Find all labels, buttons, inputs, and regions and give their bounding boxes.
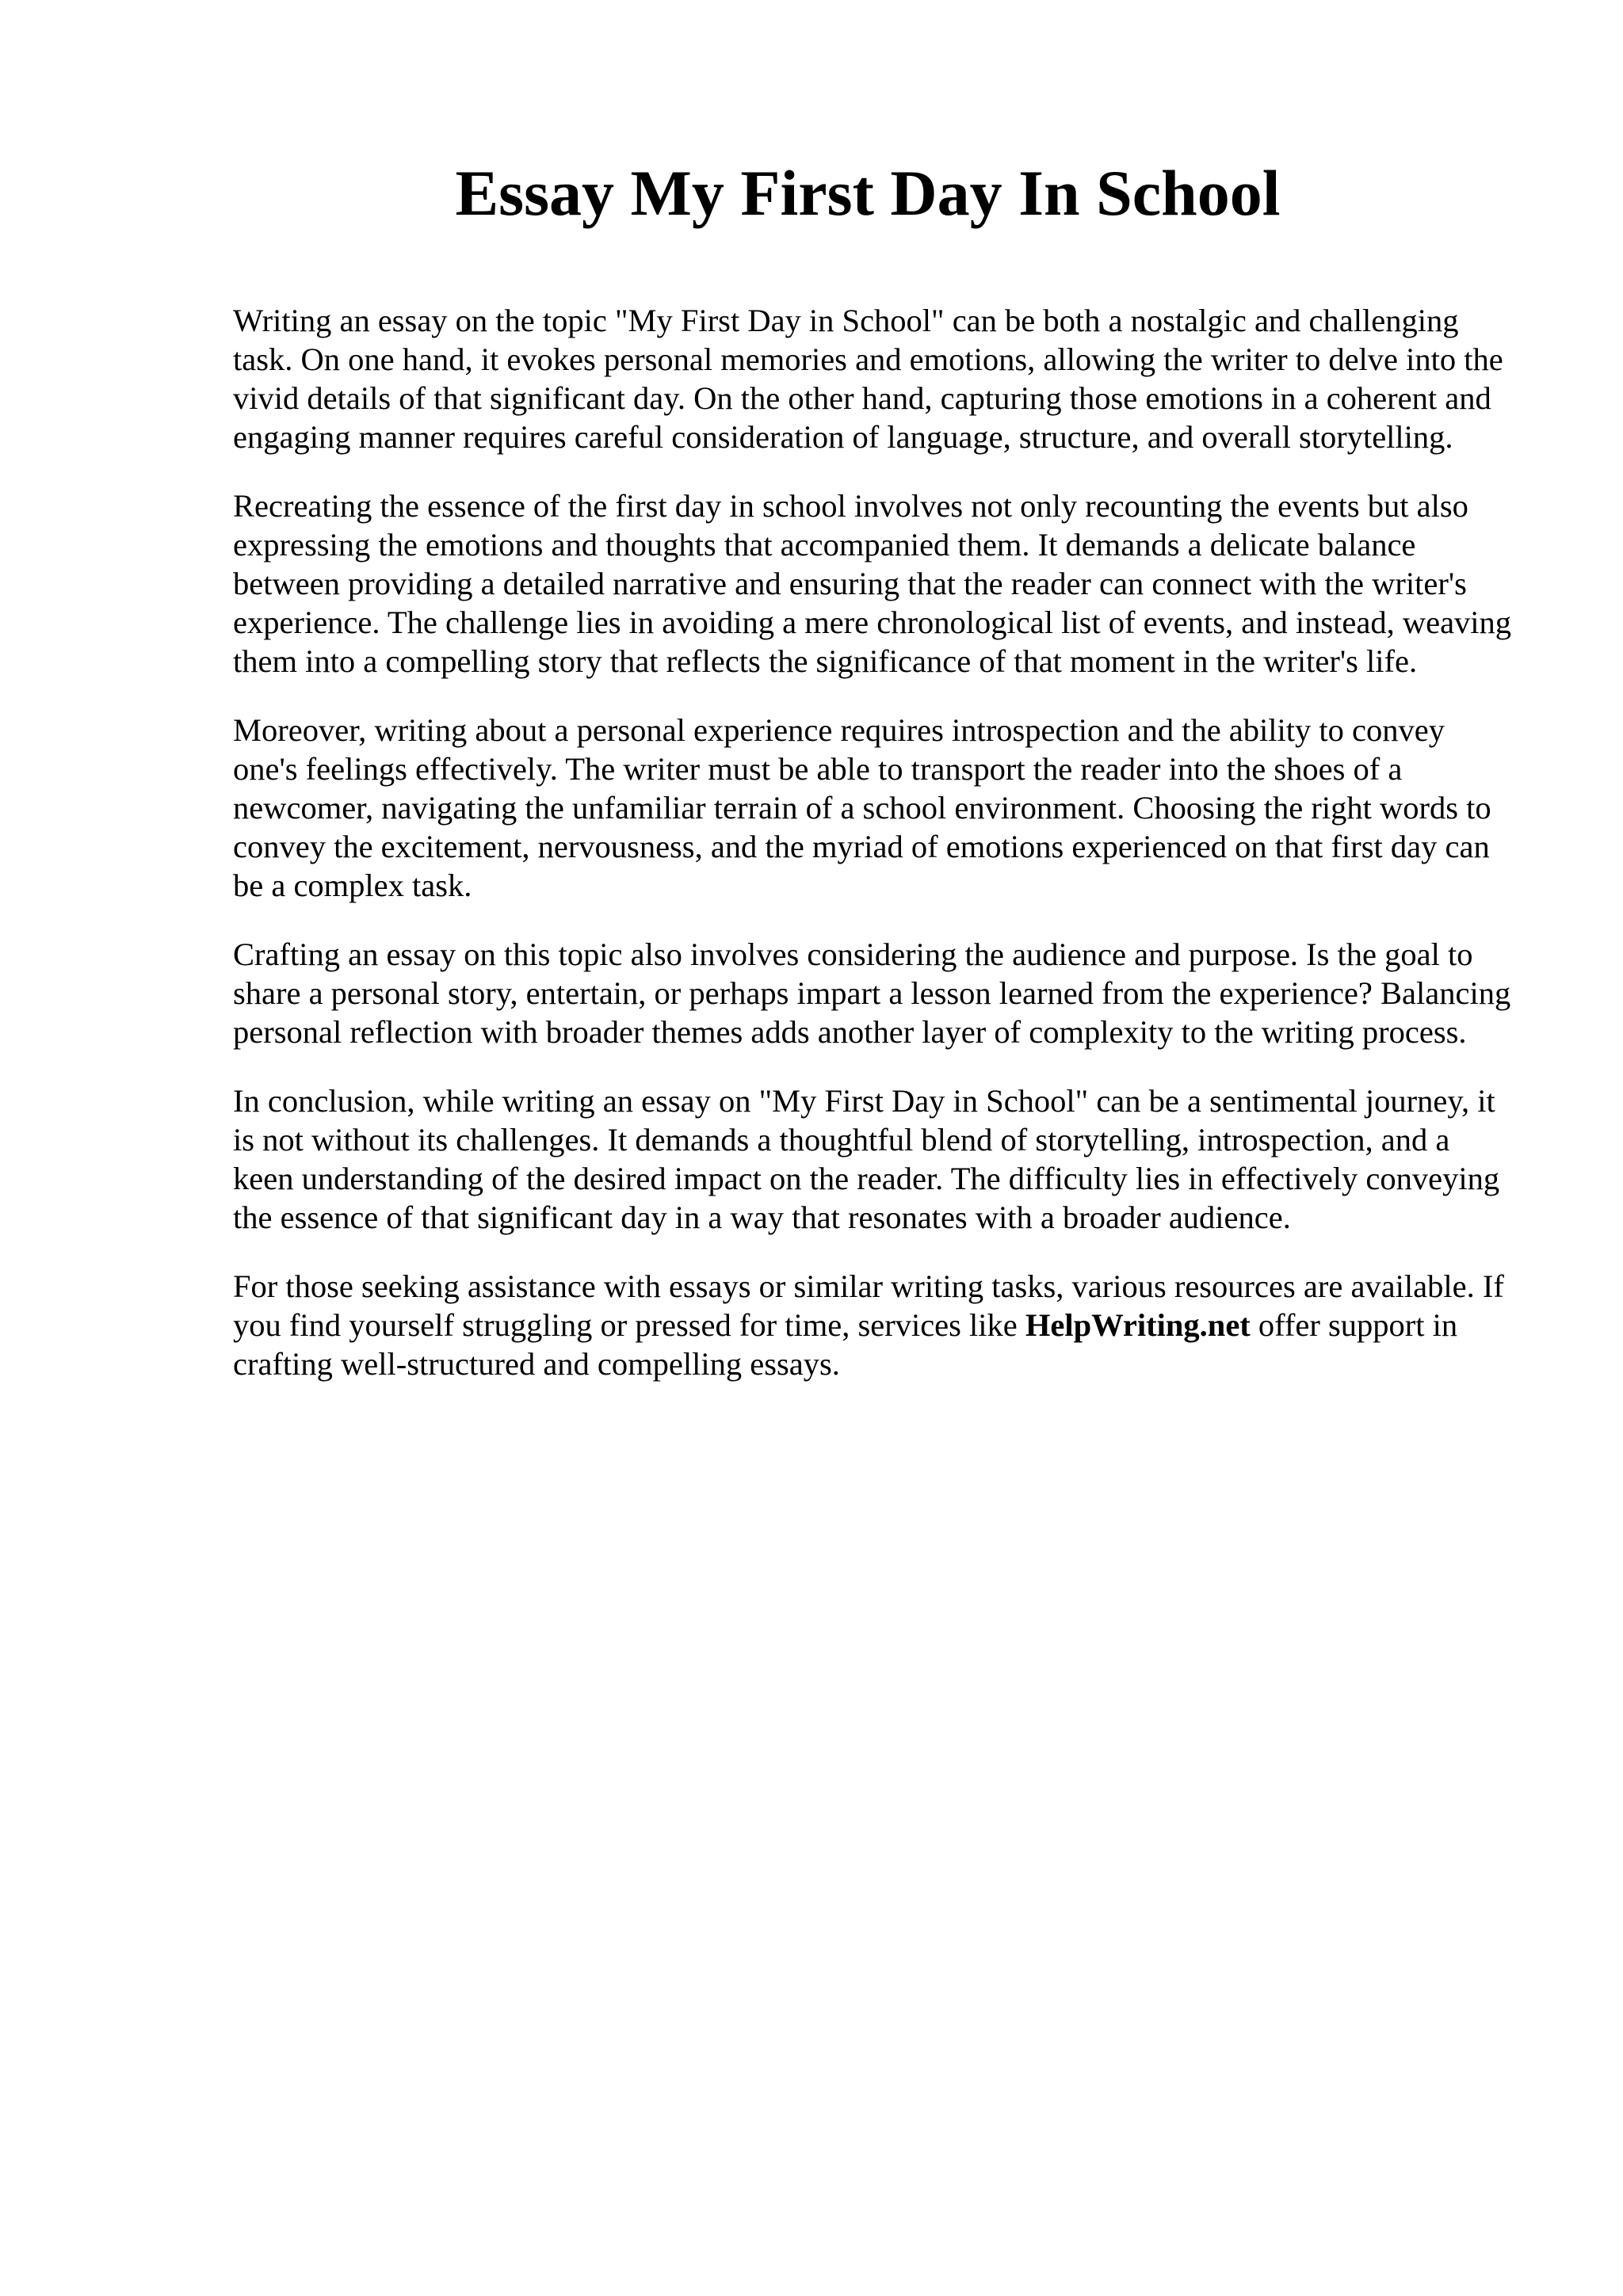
- paragraph-5: In conclusion, while writing an essay on "My First Day in School" can be a sentimental journey, it is not without its challenges. It demands a thoughtful blend of storytelling, introspection, and a keen understanding of the desired impact on the reader. The difficulty lies in effectively conveying the essence of that significant day in a way that resonates with a broader audience.: [233, 1083, 1500, 1235]
- paragraph-6-text-after: offer support in crafting well-structured and compelling essays.: [233, 1307, 1458, 1382]
- service-name-link[interactable]: HelpWriting.net: [1025, 1307, 1251, 1343]
- paragraph-2: Recreating the essence of the first day in school involves not only recounting the events but also expressing the emotions and thoughts that accompanied them. It demands a delicate balance between providing a detailed narrative and ensuring that the reader can connect with the writer's experience. The challenge lies in avoiding a mere chronological list of events, and instead, weaving them into a compelling story that reflects the significance of that moment in the writer's life.: [233, 488, 1512, 679]
- paragraph-6: [233, 1267, 1517, 1383]
- paragraph-3: Moreover, writing about a personal experience requires introspection and the ability to convey one's feelings effectively. The writer must be able to transport the reader into the shoes of a newcomer, navigating the unfamiliar terrain of a school environment. Choosing the right words to convey the excitement, nervousness, and the myriad of emotions experienced on that first day can be a complex task.: [233, 712, 1491, 903]
- paragraph-1: Writing an essay on the topic "My First Day in School" can be both a nostalgic and challenging task. On one hand, it evokes personal memories and emotions, allowing the writer to delve into the vivid details of that significant day. On the other hand, capturing those emotions in a coherent and engaging manner requires careful consideration of language, structure, and overall storytelling.: [233, 303, 1503, 455]
- paragraph-6-text-before: For those seeking assistance with essays or similar writing tasks, various resources are available. If you find yourself struggling or pressed for time, services like: [233, 1268, 1504, 1343]
- essay-body: [233, 301, 1517, 1413]
- page-title: Essay My First Day In School: [455, 157, 1281, 229]
- paragraph-4: Crafting an essay on this topic also involves considering the audience and purpose. Is the goal to share a personal story, entertain, or perhaps impart a lesson learned from the experience? Balancing personal reflection with broader themes adds another layer of complexity to the writing process.: [233, 936, 1511, 1050]
